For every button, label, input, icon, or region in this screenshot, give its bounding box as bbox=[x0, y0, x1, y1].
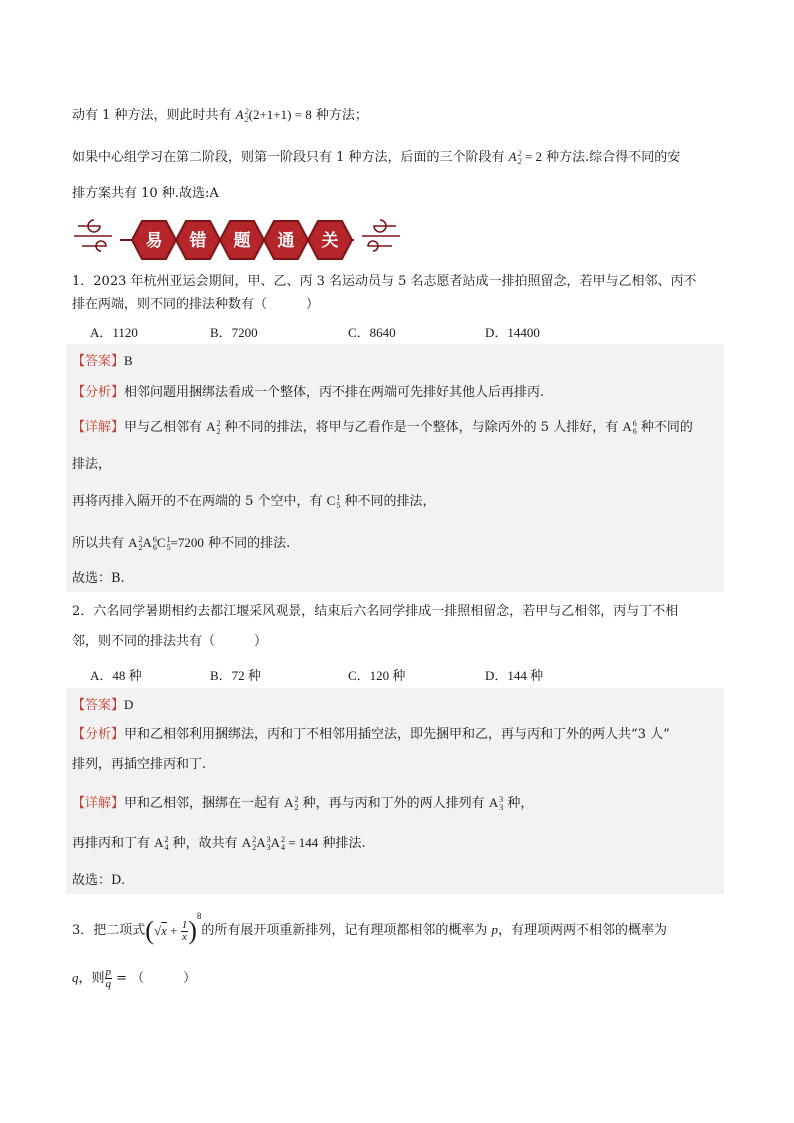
q2-detail-line-1: 【详解】甲和乙相邻，捆绑在一起有 A 2 2 种，再与丙和丁外的两人排列有 A 3 3 种， bbox=[72, 795, 534, 813]
math-product: A 2 2 A 6 6 C 1 5 bbox=[128, 535, 171, 553]
q1-solution-box bbox=[66, 344, 724, 592]
math-a24: A 2 4 bbox=[154, 835, 169, 853]
q2-option-b: B．72 种 bbox=[210, 668, 261, 683]
intro-line-2: 如果中心组学习在第二阶段，则第一阶段只有 1 种方法，后面的三个阶段有 A 2 2 = 2 种方法.综合得不同的安 bbox=[72, 149, 681, 167]
q2-option-d: D．144 种 bbox=[485, 668, 544, 683]
q2-option-c: C．120 种 bbox=[348, 668, 406, 683]
math-binomial: (√x + $\frac{1}{x}$ )$^8$ bbox=[145, 911, 202, 946]
math-c15: C 1 5 bbox=[326, 493, 341, 511]
q1-option-d: D．14400 bbox=[485, 325, 540, 340]
q1-detail-line-1: 【详解】甲与乙相邻有 A 2 2 种不同的排法，将甲与乙看作是一个整体，与除丙外的 5 人排好，有 A 6 6 种不同的 bbox=[72, 419, 693, 437]
q1-analysis: 【分析】相邻问题用捆绑法看成一个整体，丙不排在两端可先排好其他人后再排丙. bbox=[72, 385, 545, 400]
banner-char: 关 bbox=[321, 231, 339, 251]
q2-analysis-line-2: 排列，再插空排丙和丁. bbox=[72, 757, 207, 772]
intro-line-3: 排方案共有 10 种.故选:A bbox=[72, 186, 219, 201]
q1-answer: 【答案】B bbox=[72, 353, 133, 369]
banner-swirl-right-icon bbox=[362, 220, 400, 251]
banner-char: 通 bbox=[277, 231, 295, 251]
math-a22: A 2 2 bbox=[235, 107, 249, 125]
section-banner bbox=[72, 212, 402, 268]
q1-stem-line-2: 排在两端，则不同的排法种数有（ ） bbox=[72, 297, 320, 312]
q3-stem-line-2: q，则 $\frac{p}{q}$ = （ ） bbox=[72, 966, 197, 990]
q2-conclusion: 故选：D. bbox=[72, 873, 126, 888]
q1-detail-line-3: 再将丙排入隔开的不在两端的 5 个空中，有 C 1 5 种不同的排法， bbox=[72, 493, 436, 511]
math-a66: A 6 6 bbox=[622, 419, 637, 437]
q1-option-c: C．8640 bbox=[348, 325, 396, 340]
banner-char: 题 bbox=[233, 231, 251, 251]
q3-stem-line-1: 3．把二项式(√x + $\frac{1}{x}$ )$^8$的所有展开项重新排列，记有理项都相邻的概率为 p，有理项两两不相邻的概率为 bbox=[72, 911, 668, 946]
banner-char: 易 bbox=[145, 231, 163, 251]
intro-line-1: 动有 1 种方法，则此时共有 A 2 2 (2+1+1) = 8 种方法； bbox=[72, 107, 368, 125]
math-a22: A 2 2 bbox=[284, 795, 299, 813]
q2-stem-line-1: 2．六名同学暑期相约去都江堰采风观景，结束后六名同学排成一排照相留念，若甲与乙相邻，丙与丁不相 bbox=[72, 604, 679, 619]
q2-analysis-line-1: 【分析】甲和乙相邻利用捆绑法，丙和丁不相邻用插空法，即先捆甲和乙，再与丙和丁外的两人共“3 人” bbox=[72, 727, 670, 742]
math-a33: A 3 3 bbox=[488, 795, 504, 813]
q2-option-a: A．48 种 bbox=[90, 668, 142, 683]
banner-swirl-left-icon bbox=[74, 220, 112, 251]
q1-option-a: A．1120 bbox=[90, 325, 138, 340]
q1-detail-line-2: 排法， bbox=[72, 457, 112, 472]
q1-conclusion: 故选：B. bbox=[72, 571, 125, 586]
q1-option-b: B．7200 bbox=[210, 325, 258, 340]
q1-stem-line-1: 1．2023 年杭州亚运会期间，甲、乙、丙 3 名运动员与 5 名志愿者站成一排拍照留念，若甲与乙相邻、丙不 bbox=[72, 274, 697, 289]
q2-detail-line-2: 再排丙和丁有 A 2 4 种，故共有 A 2 2 A 3 3 A 2 4 = 144 种排法. bbox=[72, 835, 366, 853]
banner-char: 错 bbox=[189, 231, 207, 251]
q2-answer: 【答案】D bbox=[72, 697, 134, 713]
math-a22: A 2 2 bbox=[206, 419, 221, 437]
math-a22: A 2 2 bbox=[508, 149, 522, 167]
math-p-over-q: $\frac{p}{q}$ bbox=[105, 966, 112, 990]
q1-detail-line-4: 所以共有 A 2 2 A 6 6 C 1 5 =7200 种不同的排法. bbox=[72, 535, 291, 553]
q2-stem-line-2: 邻，则不同的排法共有（ ） bbox=[72, 634, 268, 649]
math-product: A 2 2 A 3 3 A 2 4 bbox=[241, 835, 285, 853]
q2-solution-box bbox=[66, 688, 724, 894]
